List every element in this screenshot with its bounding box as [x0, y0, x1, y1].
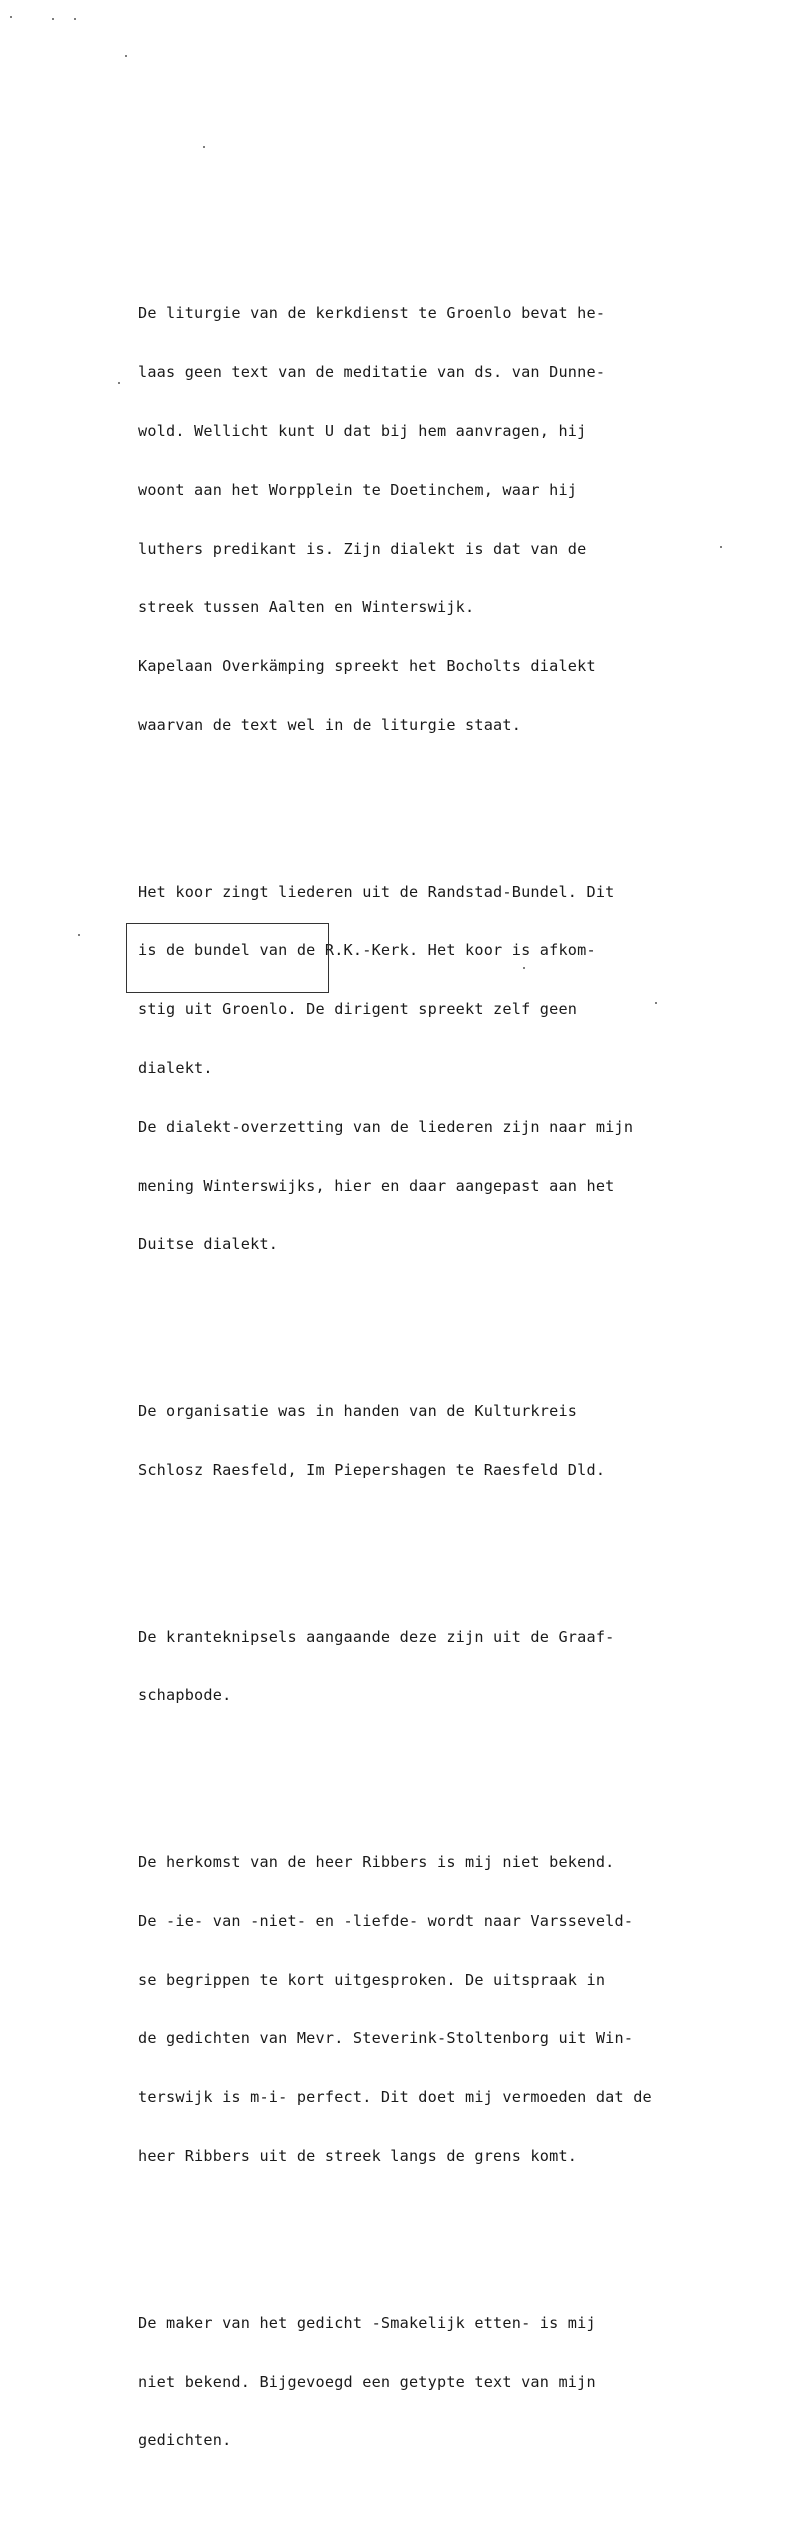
paragraph-kranteknipsels: [138, 1588, 758, 1745]
letter-body: [138, 226, 758, 2539]
text-line: Schlosz Raesfeld, Im Piepershagen te Raesfeld Dld.: [138, 1460, 606, 1479]
text-line: De kranteknipsels aangaande deze zijn uit de Graaf-: [138, 1627, 615, 1646]
paper-speck: [125, 55, 127, 57]
text-line: De maker van het gedicht -Smakelijk etten- is mij: [138, 2313, 596, 2332]
text-line: wold. Wellicht kunt U dat bij hem aanvragen, hij: [138, 421, 587, 440]
text-line: woont aan het Worpplein te Doetinchem, waar hij: [138, 480, 578, 499]
paragraph-koor: [138, 843, 758, 1294]
text-line: schapbode.: [138, 1686, 232, 1705]
paper-speck: [720, 546, 722, 548]
text-line: luthers predikant is. Zijn dialekt is dat van de: [138, 539, 587, 558]
text-line: Het koor zingt liederen uit de Randstad-Bundel. Dit: [138, 882, 615, 901]
text-line: waarvan de text wel in de liturgie staat.: [138, 715, 522, 734]
text-line: is de bundel van de R.K.-Kerk. Het koor is afkom-: [138, 941, 596, 960]
text-line: dialekt.: [138, 1058, 213, 1077]
text-line: de gedichten van Mevr. Steverink-Stoltenborg uit Win-: [138, 2029, 634, 2048]
text-line: mening Winterswijks, hier en daar aangepast aan het: [138, 1176, 615, 1195]
text-line: laas geen text van de meditatie van ds. van Dunne-: [138, 363, 606, 382]
paper-speck: [52, 18, 54, 20]
paragraph-herkomst: [138, 1814, 758, 2206]
text-line: gedichten.: [138, 2431, 232, 2450]
paper-speck: [74, 18, 76, 20]
text-line: niet bekend. Bijgevoegd een getypte text van mijn: [138, 2372, 596, 2391]
text-line: terswijk is m-i- perfect. Dit doet mij vermoeden dat de: [138, 2088, 652, 2107]
text-line: heer Ribbers uit de streek langs de grens komt.: [138, 2147, 578, 2165]
paper-speck: [118, 382, 120, 384]
text-line: De organisatie was in handen van de Kulturkreis: [138, 1402, 578, 1421]
text-line: streek tussen Aalten en Winterswijk.: [138, 598, 475, 617]
text-line: De dialekt-overzetting van de liederen zijn naar mijn: [138, 1117, 634, 1136]
paper-speck: [523, 967, 525, 969]
text-line: De herkomst van de heer Ribbers is mij niet bekend.: [138, 1853, 615, 1872]
paragraph-maker: [138, 2275, 758, 2491]
paper-speck: [203, 146, 205, 148]
empty-stamp-box: [126, 923, 329, 993]
paper-speck: [655, 1002, 657, 1004]
text-line: Kapelaan Overkämping spreekt het Bocholts dialekt: [138, 657, 596, 676]
text-line: se begrippen te kort uitgesproken. De uitspraak in: [138, 1970, 606, 1989]
paragraph-organisatie: [138, 1363, 758, 1520]
text-line: stig uit Groenlo. De dirigent spreekt zelf geen: [138, 1000, 578, 1019]
text-line: Duitse dialekt.: [138, 1235, 279, 1254]
text-line: De -ie- van -niet- en -liefde- wordt naar Varsseveld-: [138, 1911, 634, 1930]
paper-speck: [78, 934, 80, 936]
paragraph-liturgie: [138, 265, 758, 774]
text-line: De liturgie van de kerkdienst te Groenlo bevat he-: [138, 304, 606, 323]
paper-speck: [10, 16, 12, 18]
